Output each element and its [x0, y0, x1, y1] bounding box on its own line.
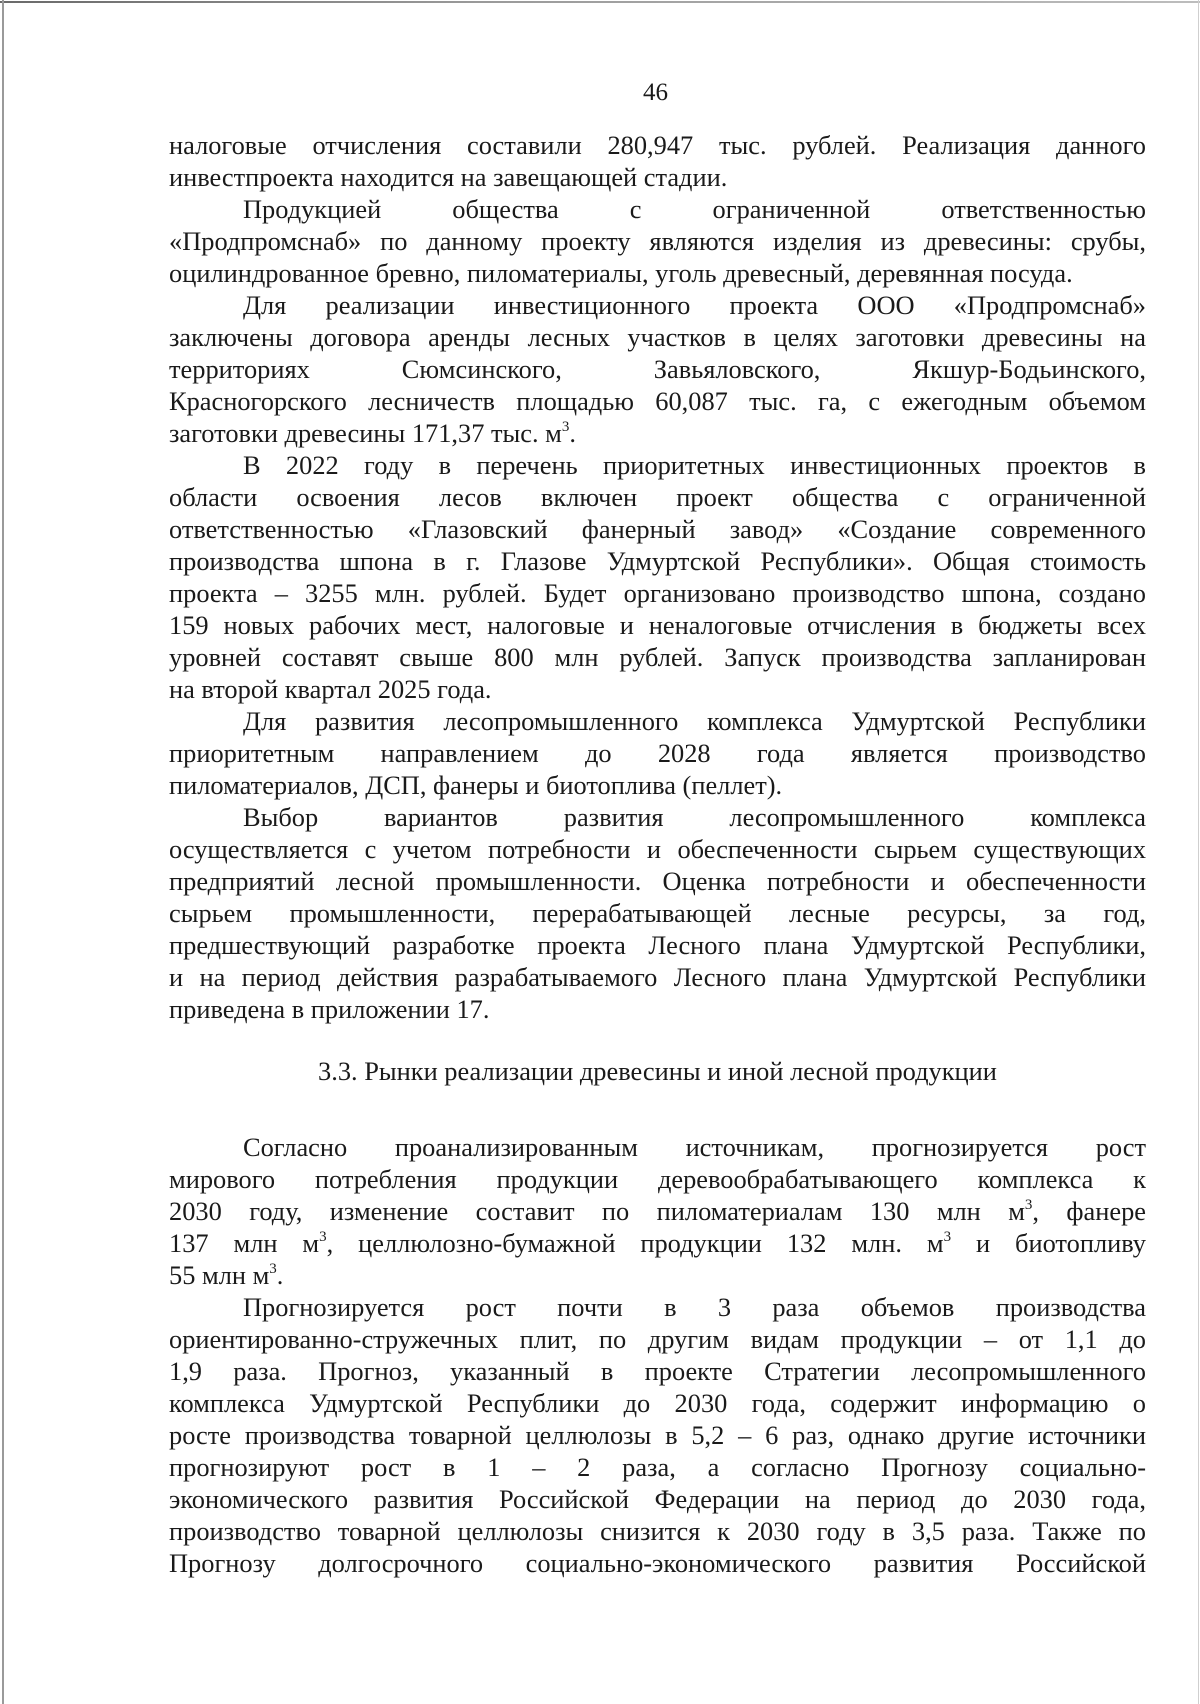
text-line: и на период действия разрабатываемого Лесного плана Удмуртской Республики: [169, 962, 1146, 992]
text-fragment: 55 млн м: [169, 1260, 270, 1290]
text-line: 159 новых рабочих мест, налоговые и неналоговые отчисления в бюджеты всех: [169, 610, 1146, 640]
text-line: производство товарной целлюлозы снизится к 2030 году в 3,5 раза. Также по: [169, 1516, 1146, 1546]
text-line: предприятий лесной промышленности. Оценка потребности и обеспеченности: [169, 866, 1146, 896]
text-line: экономического развития Российской Федерации на период до 2030 года,: [169, 1484, 1146, 1514]
text-fragment: 2030 году, изменение составит по пиломатериалам 130 млн м: [169, 1196, 1025, 1226]
paragraph-markets: [169, 1131, 1146, 1291]
text-line: Выбор вариантов развития лесопромышленного комплекса: [243, 802, 1146, 832]
text-line: Для развития лесопромышленного комплекса Удмуртской Республики: [243, 706, 1146, 736]
superscript: 3: [269, 1261, 277, 1277]
superscript: 3: [561, 419, 570, 435]
text-line: Продукцией общества с ограниченной ответственностью: [243, 194, 1146, 224]
text-line-with-superscript: [169, 1195, 1146, 1227]
text-line: заключены договора аренды лесных участков в целях заготовки древесины на: [169, 322, 1146, 352]
text-line: В 2022 году в перечень приоритетных инвестиционных проектов в: [243, 450, 1146, 480]
superscript: 3: [319, 1229, 327, 1245]
text-line: области освоения лесов включен проект общества с ограниченной: [169, 482, 1146, 512]
text-line: ответственностью «Глазовский фанерный завод» «Создание современного: [169, 514, 1146, 544]
scan-edge-top: [0, 1, 1200, 3]
text-line: Красногорского лесничеств площадью 60,087 тыс. га, с ежегодным объемом: [169, 386, 1146, 416]
paragraph-options: [169, 801, 1146, 1025]
text-line: приведена в приложении 17.: [169, 994, 490, 1024]
text-line: налоговые отчисления составили 280,947 тыс. рублей. Реализация данного: [169, 130, 1146, 160]
text-line: сырьем промышленности, перерабатывающей лесные ресурсы, за год,: [169, 898, 1146, 928]
text-line: уровней составят свыше 800 млн рублей. Запуск производства запланирован: [169, 642, 1146, 672]
text-line: комплекса Удмуртской Республики до 2030 года, содержит информацию о: [169, 1388, 1146, 1418]
scan-edge-right: [1198, 0, 1199, 1704]
section-heading: 3.3. Рынки реализации древесины и иной лесной продукции: [318, 1056, 997, 1086]
paragraph-tax: [169, 129, 1146, 193]
text-fragment: , фанере: [1032, 1196, 1146, 1226]
text-fragment: 137 млн м: [169, 1228, 320, 1258]
text-line: предшествующий разработке проекта Лесного плана Удмуртской Республики,: [169, 930, 1146, 960]
text-line: «Продпромснаб» по данному проекту являются изделия из древесины: срубы,: [169, 226, 1146, 256]
text-line: на второй квартал 2025 года.: [169, 674, 492, 704]
text-line: проекта – 3255 млн. рублей. Будет организовано производство шпона, создано: [169, 578, 1146, 608]
document-body: [169, 129, 1146, 1579]
text-line: приоритетным направлением до 2028 года является производство: [169, 738, 1146, 768]
superscript: 3: [1024, 1197, 1033, 1213]
text-line-with-superscript: [169, 417, 1146, 449]
text-line: производства шпона в г. Глазове Удмуртской Республики». Общая стоимость: [169, 546, 1146, 576]
paragraph-products: [169, 193, 1146, 289]
text-line: осуществляется с учетом потребности и обеспеченности сырьем существующих: [169, 834, 1146, 864]
text-line: мирового потребления продукции деревообрабатывающего комплекса к: [169, 1164, 1146, 1194]
text-line-with-superscript: [169, 1227, 1146, 1259]
text-line: прогнозируют рост в 1 – 2 раза, а согласно Прогнозу социально-: [169, 1452, 1146, 1482]
text-fragment: заготовки древесины 171,37 тыс. м: [169, 418, 562, 448]
text-fragment: .: [276, 1260, 284, 1290]
text-line: территориях Сюмсинского, Завьяловского, Якшур-Бодьинского,: [169, 354, 1146, 384]
page-number: 46: [643, 79, 668, 106]
text-line: росте производства товарной целлюлозы в 5,2 – 6 раз, однако другие источники: [169, 1420, 1146, 1450]
paragraph-forecast: [169, 1291, 1146, 1579]
text-line: Для реализации инвестиционного проекта ООО «Продпромснаб»: [243, 290, 1146, 320]
text-line: Прогнозу долгосрочного социально-экономического развития Российской: [169, 1548, 1146, 1578]
text-fragment: , целлюлозно-бумажной продукции 132 млн. м: [326, 1228, 944, 1258]
text-line: оцилиндрованное бревно, пиломатериалы, уголь древесный, деревянная посуда.: [169, 258, 1073, 288]
text-line: инвестпроекта находится на завещающей стадии.: [169, 162, 728, 192]
paragraph-priorities: [169, 705, 1146, 801]
text-fragment: .: [569, 418, 576, 448]
paragraph-veneer-project: [169, 449, 1146, 705]
text-line: Прогнозируется рост почти в 3 раза объемов производства: [243, 1292, 1146, 1322]
text-fragment: и биотопливу: [951, 1228, 1146, 1258]
text-line-with-superscript: [169, 1259, 1146, 1291]
superscript: 3: [943, 1229, 952, 1245]
text-line: ориентированно-стружечных плит, по другим видам продукции – от 1,1 до: [169, 1324, 1146, 1354]
paragraph-lease: [169, 289, 1146, 449]
scan-edge-left: [2, 0, 4, 1704]
text-line: Согласно проанализированным источникам, прогнозируется рост: [243, 1132, 1146, 1162]
text-line: пиломатериалов, ДСП, фанеры и биотоплива (пеллет).: [169, 770, 783, 800]
text-line: 1,9 раза. Прогноз, указанный в проекте Стратегии лесопромышленного: [169, 1356, 1146, 1386]
